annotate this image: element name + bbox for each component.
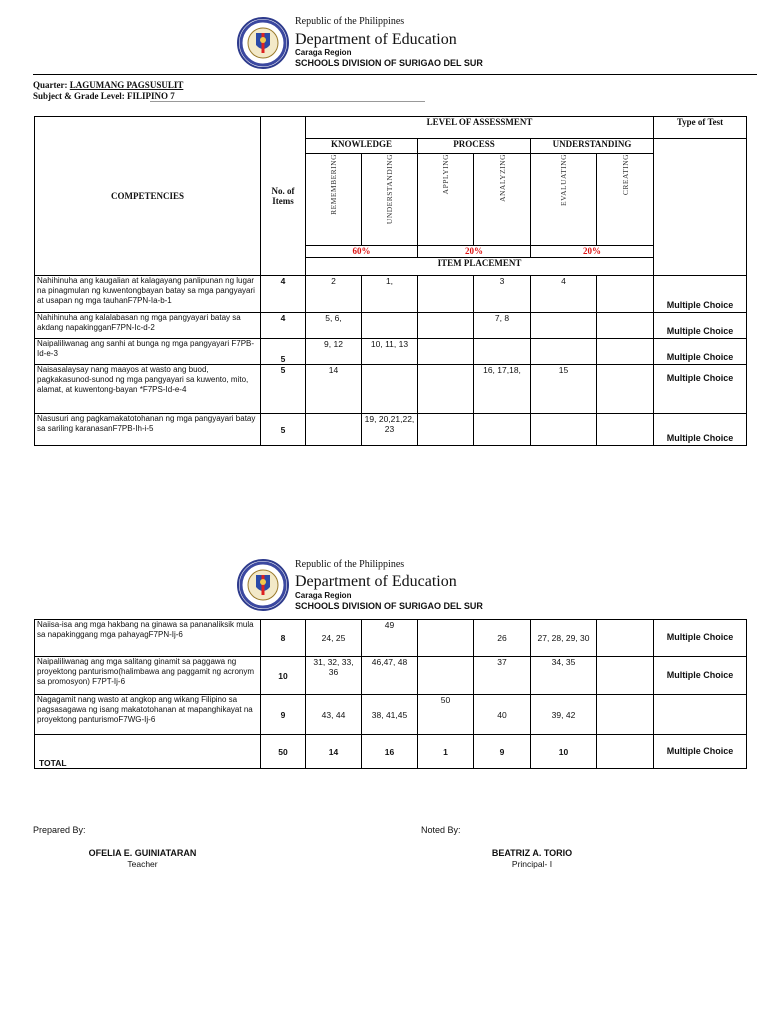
total-type: Multiple Choice [654,735,747,769]
division-text: SCHOOLS DIVISION OF SURIGAO DEL SUR [295,601,483,611]
total-evaluating: 10 [531,735,597,769]
type-of-test-header: Type of Test [654,117,747,139]
quarter-line [33,80,183,90]
competency-cell: Nasusuri ang pagkamakatotohanan ng mga pangyayari batay sa sariling karanasanF7PB-Ih-i-5 [35,414,261,446]
competency-cell: Nagagamit nang wasto at angkop ang wikang Filipino sa pagsasagawa ng isang makatotohanan at mapanghikayat na proyektong panturismoF7WG-Ij-6 [35,695,261,735]
applying-cell [418,657,474,695]
items-cell: 5 [261,365,306,414]
evaluating-cell [531,339,597,365]
type-cell [654,695,747,735]
understanding-cell [362,365,418,414]
col-understanding: UNDERSTANDING [362,154,418,246]
analyzing-cell: 26 [474,620,531,657]
analyzing-cell: 40 [474,695,531,735]
evaluating-cell: 4 [531,276,597,313]
understanding-cell: 1, [362,276,418,313]
items-cell: 4 [261,313,306,339]
remembering-cell: 9, 12 [306,339,362,365]
items-cell: 5 [261,339,306,365]
understanding-cell: 10, 11, 13 [362,339,418,365]
competency-cell: Nahihinuha ang kalalabasan ng mga pangyayari batay sa akdang napakingganF7PN-Ic-d-2 [35,313,261,339]
creating-cell [597,339,654,365]
remembering-cell: 24, 25 [306,620,362,657]
items-cell: 8 [261,620,306,657]
region-text: Caraga Region [295,591,352,600]
applying-cell: 50 [418,695,474,735]
col-evaluating: EVALUATING [531,154,597,246]
republic-text: Republic of the Philippines [295,16,405,27]
analyzing-cell [474,414,531,446]
header-rule [33,74,757,75]
process-percent: 20% [418,246,531,258]
deped-seal-logo [237,559,289,611]
type-cell: Multiple Choice [654,339,747,365]
noted-by-role: Principal- I [511,859,553,869]
table-row [35,313,747,339]
evaluating-cell: 27, 28, 29, 30 [531,620,597,657]
total-creating [597,735,654,769]
department-title: Department of Education [295,31,457,48]
competency-cell: Nahihinuha ang kaugalian at kalagayang panlipunan ng lugar na pinagmulan ng kuwentongbayan batay sa mga pangyayari at usapan ng mga tauhanF7PN-Ia-b-1 [35,276,261,313]
total-row [35,735,747,769]
total-remembering: 14 [306,735,362,769]
type-cell: Multiple Choice [654,620,747,657]
quarter-label: Quarter: [33,80,68,90]
items-cell: 4 [261,276,306,313]
applying-cell [418,339,474,365]
total-items: 50 [261,735,306,769]
applying-cell [418,313,474,339]
competency-cell: Naipaliliwanag ang sanhi at bunga ng mga pangyayari F7PB-Id-e-3 [35,339,261,365]
remembering-cell: 2 [306,276,362,313]
understanding-percent: 20% [531,246,654,258]
subject-underline [150,101,425,102]
subject-value: FILIPINO 7 [126,91,175,101]
prepared-by-label: Prepared By: [33,825,86,835]
remembering-cell: 5, 6, [306,313,362,339]
creating-cell [597,695,654,735]
process-header: PROCESS [418,139,531,154]
tos-table-page1 [34,116,747,446]
evaluating-cell [531,313,597,339]
type-cell: Multiple Choice [654,657,747,695]
total-applying: 1 [418,735,474,769]
understanding-header: UNDERSTANDING [531,139,654,154]
subject-line [33,91,175,101]
prepared-by-name: OFELIA E. GUINIATARAN [88,848,197,858]
competencies-header: COMPETENCIES [35,117,261,276]
table-row [35,339,747,365]
type-cell: Multiple Choice [654,414,747,446]
remembering-cell: 14 [306,365,362,414]
evaluating-cell [531,414,597,446]
creating-cell [597,414,654,446]
analyzing-cell: 37 [474,657,531,695]
table-row [35,657,747,695]
type-cell: Multiple Choice [654,313,747,339]
items-cell: 5 [261,414,306,446]
remembering-cell [306,414,362,446]
applying-cell [418,365,474,414]
col-analyzing: ANALYZING [474,154,531,246]
col-remembering: REMEMBERING [306,154,362,246]
understanding-cell: 19, 20,21,22, 23 [362,414,418,446]
analyzing-cell: 16, 17,18, [474,365,531,414]
evaluating-cell: 39, 42 [531,695,597,735]
evaluating-cell: 34, 35 [531,657,597,695]
evaluating-cell: 15 [531,365,597,414]
competency-cell: Naiisa-isa ang mga hakbang na ginawa sa pananaliksik mula sa napakinggang mga pahayagF7PN-Ij-6 [35,620,261,657]
analyzing-cell: 7, 8 [474,313,531,339]
total-analyzing: 9 [474,735,531,769]
deped-seal-logo [237,17,289,69]
tos-table-page2 [34,619,747,769]
total-label: TOTAL [35,735,261,769]
subject-label: Subject & Grade Level: [33,91,125,101]
knowledge-header: KNOWLEDGE [306,139,418,154]
table-row [35,620,747,657]
table-row [35,414,747,446]
understanding-cell: 38, 41,45 [362,695,418,735]
applying-cell [418,276,474,313]
type-cell: Multiple Choice [654,276,747,313]
type-of-test-blank [654,139,747,276]
division-text: SCHOOLS DIVISION OF SURIGAO DEL SUR [295,58,483,68]
analyzing-cell [474,339,531,365]
understanding-cell: 46,47, 48 [362,657,418,695]
noted-by-label: Noted By: [421,825,461,835]
creating-cell [597,657,654,695]
table-row [35,276,747,313]
total-understanding: 16 [362,735,418,769]
applying-cell [418,620,474,657]
remembering-cell: 43, 44 [306,695,362,735]
applying-cell [418,414,474,446]
table-row [35,365,747,414]
understanding-cell: 49 [362,620,418,657]
col-applying: APPLYING [418,154,474,246]
col-creating: CREATING [597,154,654,246]
understanding-cell [362,313,418,339]
type-cell: Multiple Choice [654,365,747,414]
prepared-by-role: Teacher [127,859,158,869]
analyzing-cell: 3 [474,276,531,313]
knowledge-percent: 60% [306,246,418,258]
department-title: Department of Education [295,573,457,590]
quarter-value: LAGUMANG PAGSUSULIT [69,80,184,90]
level-of-assessment-header: LEVEL OF ASSESSMENT [306,117,654,139]
noted-by-name: BEATRIZ A. TORIO [491,848,573,858]
remembering-cell: 31, 32, 33, 36 [306,657,362,695]
items-cell: 10 [261,657,306,695]
creating-cell [597,365,654,414]
region-text: Caraga Region [295,48,352,57]
competency-cell: Naisasalaysay nang maayos at wasto ang buod, pagkakasunod-sunod ng mga pangyayari sa kuwento, mito, alamat, at kuwentong-bayan *F7PS-Id-e-4 [35,365,261,414]
item-placement-header: ITEM PLACEMENT [306,258,654,276]
creating-cell [597,313,654,339]
items-cell: 9 [261,695,306,735]
competency-cell: Naipaliliwanag ang mga salitang ginamit sa paggawa ng proyektong panturismo(halimbawa ang paggamit ng acronym sa promosyon) F7PT-Ij-6 [35,657,261,695]
no-items-header: No. of Items [261,117,306,276]
creating-cell [597,276,654,313]
table-row [35,695,747,735]
republic-text: Republic of the Philippines [295,559,405,570]
creating-cell [597,620,654,657]
